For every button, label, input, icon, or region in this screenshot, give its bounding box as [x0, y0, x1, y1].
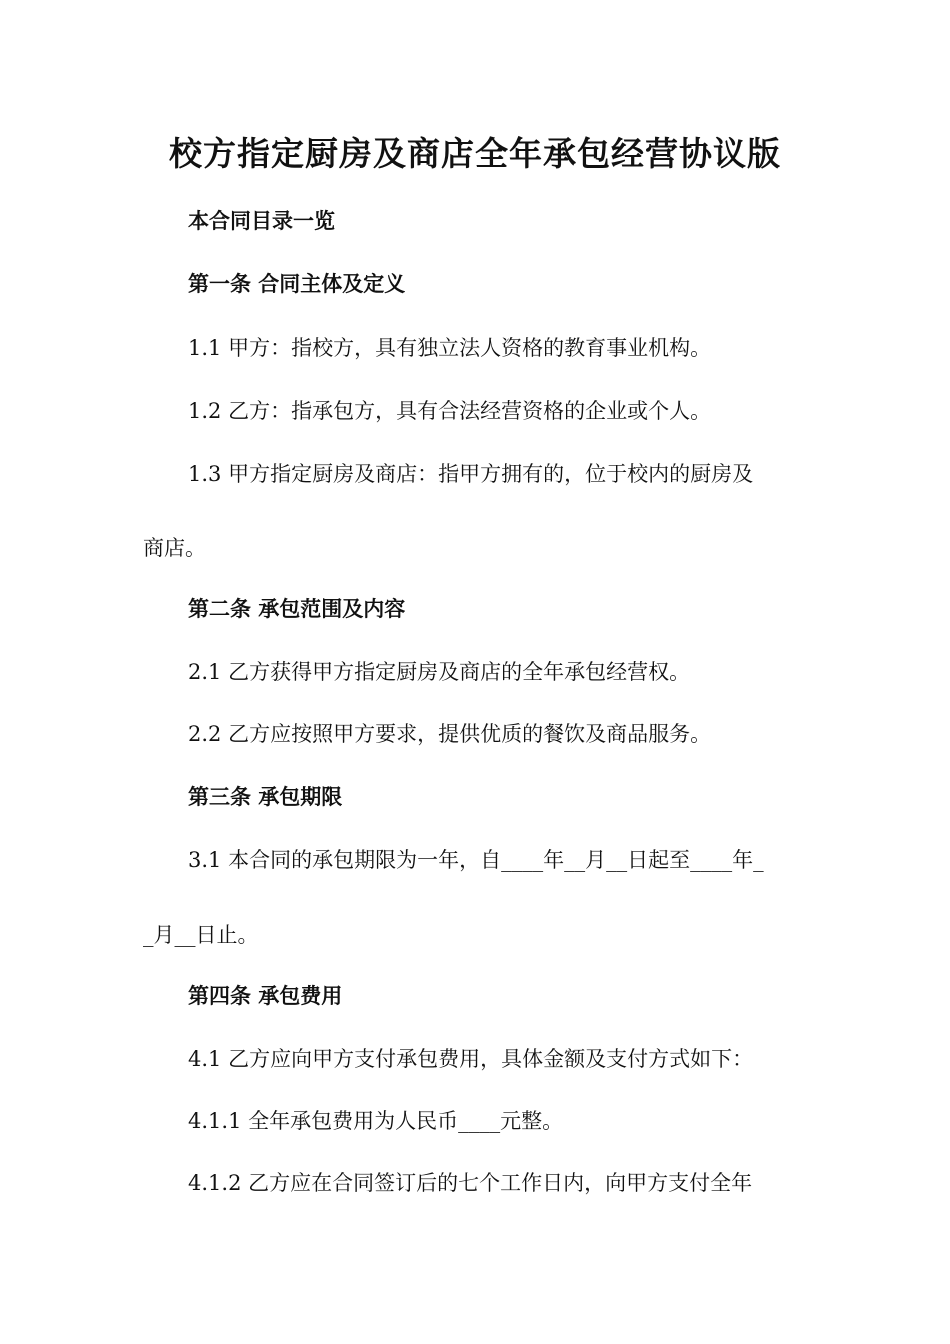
article-2-heading: 第二条 承包范围及内容 [188, 596, 406, 621]
clause-2-1: 2.1 乙方获得甲方指定厨房及商店的全年承包经营权。 [188, 660, 691, 684]
clause-4-1-1: 4.1.1 全年承包费用为人民币____元整。 [188, 1109, 564, 1133]
clause-4-1-2: 4.1.2 乙方应在合同签订后的七个工作日内，向甲方支付全年 [188, 1171, 753, 1195]
document-title: 校方指定厨房及商店全年承包经营协议版 [169, 134, 781, 173]
clause-1-1: 1.1 甲方：指校方，具有独立法人资格的教育事业机构。 [188, 336, 712, 360]
article-1-heading: 第一条 合同主体及定义 [188, 271, 406, 296]
clause-1-2: 1.2 乙方：指承包方，具有合法经营资格的企业或个人。 [188, 399, 712, 423]
clause-4-1: 4.1 乙方应向甲方支付承包费用，具体金额及支付方式如下： [188, 1047, 754, 1071]
toc-heading: 本合同目录一览 [188, 208, 335, 233]
article-3-heading: 第三条 承包期限 [188, 784, 343, 809]
clause-3-1: 3.1 本合同的承包期限为一年，自____年__月__日起至____年_ [188, 848, 764, 872]
clause-3-1-continuation: _月__日止。 [143, 923, 259, 947]
clause-2-2: 2.2 乙方应按照甲方要求，提供优质的餐饮及商品服务。 [188, 722, 712, 746]
clause-1-3: 1.3 甲方指定厨房及商店：指甲方拥有的，位于校内的厨房及 [188, 462, 754, 486]
clause-1-3-continuation: 商店。 [143, 536, 206, 560]
article-4-heading: 第四条 承包费用 [188, 983, 343, 1008]
